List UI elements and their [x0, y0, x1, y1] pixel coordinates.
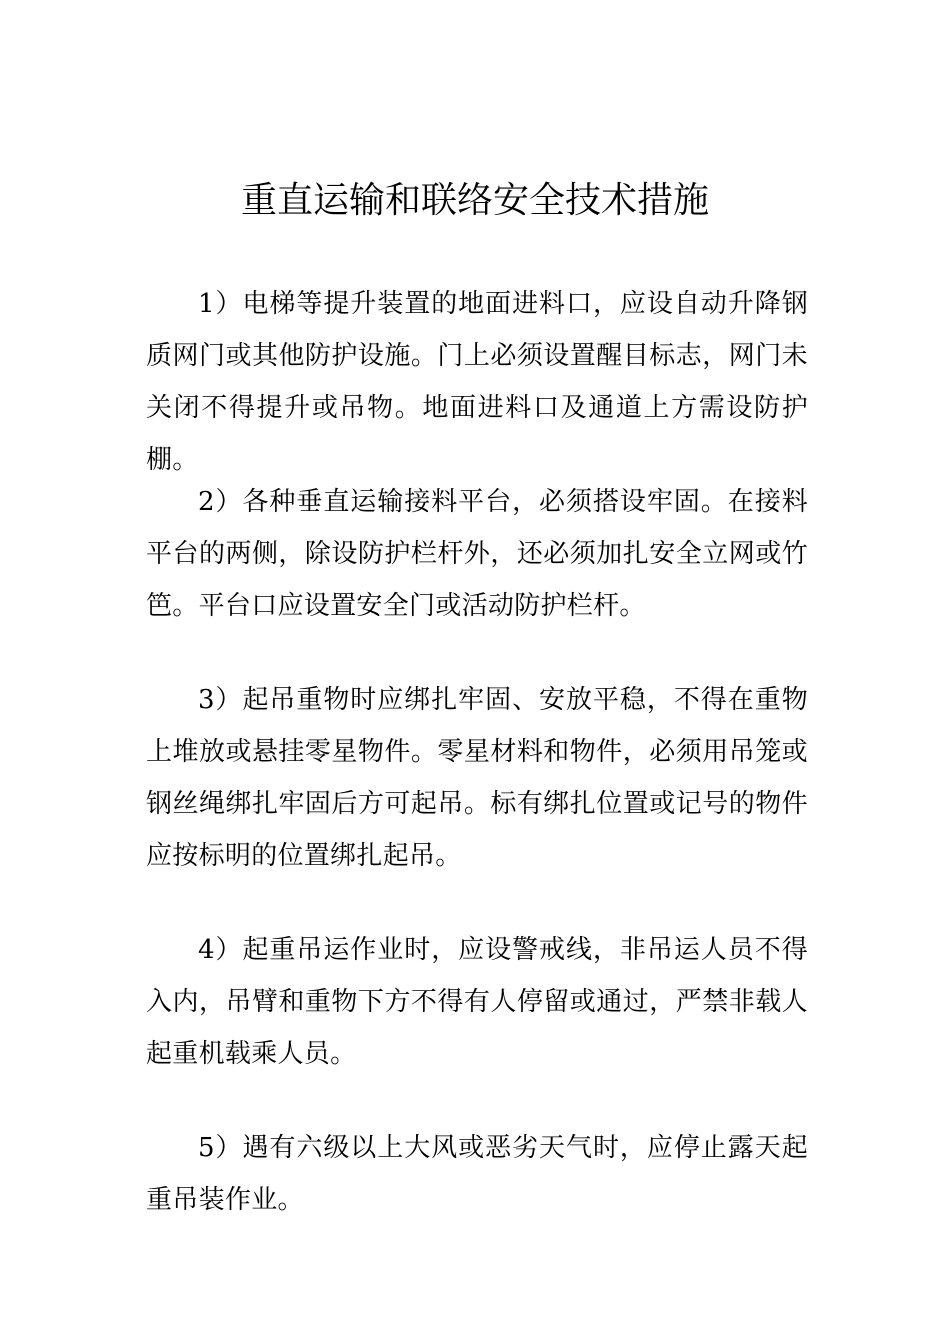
paragraph-2: 2）各种垂直运输接料平台，必须搭设牢固。在接料平台的两侧，除设防护栏杆外，还必须加扎安全立网或竹笆。平台口应设置安全门或活动防护栏杆。: [146, 487, 808, 621]
paragraph-4: 4）起重吊运作业时，应设警戒线，非吊运人员不得入内，吊臂和重物下方不得有人停留或通过，严禁非载人起重机载乘人员。: [146, 935, 808, 1069]
paragraph-5: 5）遇有六级以上大风或恶劣天气时，应停止露天起重吊装作业。: [146, 1133, 808, 1215]
paragraph-1: 1）电梯等提升装置的地面进料口，应设自动升降钢质网门或其他防护设施。门上必须设置醒目标志，网门未关闭不得提升或吊物。地面进料口及通道上方需设防护棚。: [146, 289, 808, 475]
page-title: 重直运输和联络安全技术措施: [240, 180, 709, 221]
paragraph-3: 3）起吊重物时应绑扎牢固、安放平稳，不得在重物上堆放或悬挂零星物件。零星材料和物件，必须用吊笼或钢丝绳绑扎牢固后方可起吊。标有绑扎位置或记号的物件应按标明的位置绑扎起吊。: [146, 685, 808, 871]
